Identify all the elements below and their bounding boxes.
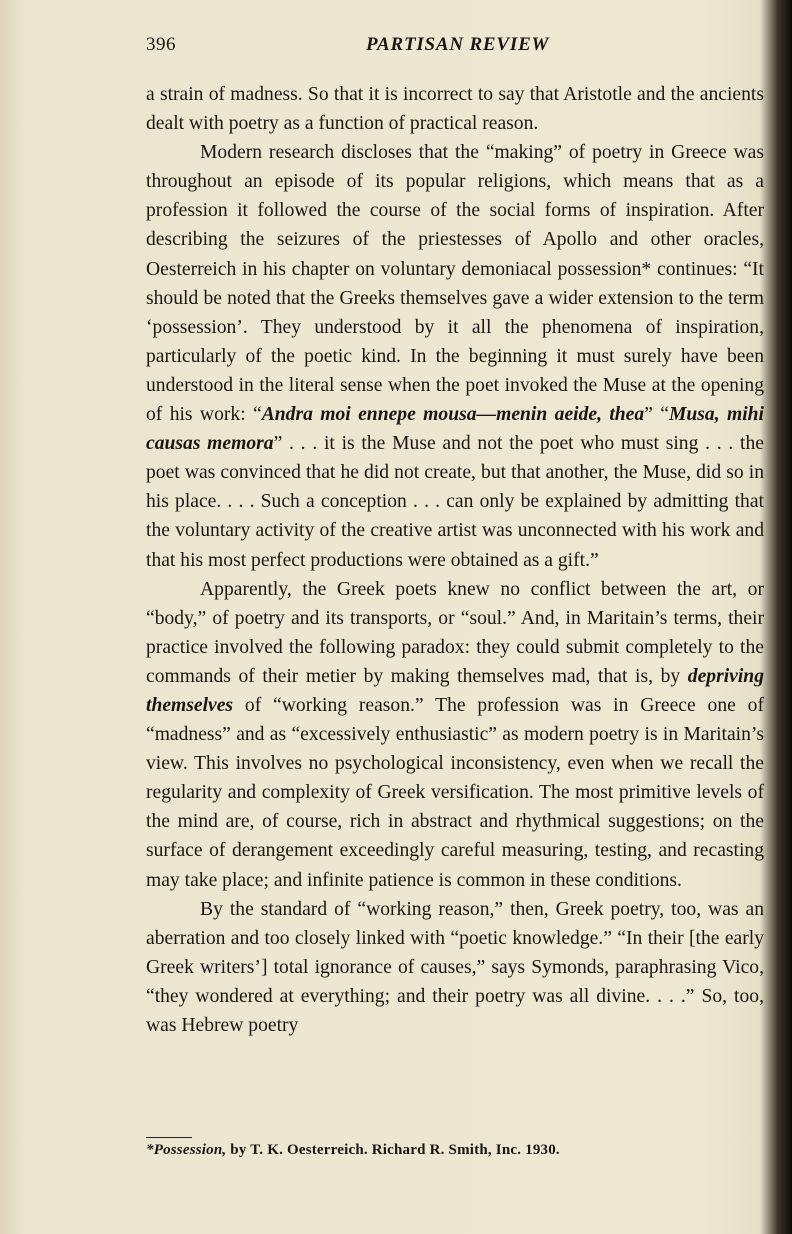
footnote-text: by T. K. Oesterreich. Richard R. Smith, Inc. 1930. bbox=[226, 1142, 560, 1158]
paragraph-2-text-a: Modern research discloses that the “making” of poetry in Greece was throughout an episode of its popular religions, which means that as a profession it followed the course of the social forms of inspiration. After describing the seizures of the priestesses of Apollo and other oracles, Oesterreich in his chapter on voluntary demoniacal possession* continues: “It should be noted that the Greeks themselves gave a wider extension to the term ‘possession’. They understood by it all the phenomena of inspiration, particularly of the poetic kind. In the beginning it must surely have been understood in the literal sense when the poet invoked the Muse at the opening of his work: “ bbox=[146, 142, 764, 426]
paragraph-3-text-b: of “working reason.” The profession was in Greece one of “madness” and as “excessively enthusiastic” as modern poetry is in Maritain’s view. This involves no psychological inconsistency, even when we recall the regularity and complexity of Greek versification. The most primitive levels of the mind are, of course, rich in abstract and rhythmical suggestions; on the surface of derangement exceedingly careful measuring, testing, and recasting may take place; and infinite patience is common in these conditions. bbox=[146, 694, 764, 891]
body-text bbox=[146, 80, 764, 1040]
paragraph-2-text-b: ” “ bbox=[644, 404, 669, 426]
footnote bbox=[146, 1142, 706, 1159]
book-spine-shadow bbox=[778, 0, 792, 1234]
paragraph-1 bbox=[146, 80, 764, 138]
footnote-title: *Possession, bbox=[146, 1142, 227, 1158]
paragraph-1-text: a strain of madness. So that it is incorrect to say that Aristotle and the ancients dealt with poetry as a function of practical reason. bbox=[146, 84, 764, 135]
paragraph-3 bbox=[146, 575, 764, 895]
page-header bbox=[146, 34, 766, 60]
page-number: 396 bbox=[146, 34, 176, 55]
latin-quotation: Musa, mihi causas memora bbox=[146, 404, 764, 455]
paragraph-4 bbox=[146, 895, 764, 1040]
paragraph-2-text-c: ” . . . it is the Muse and not the poet who must sing . . . the poet was convinced that he did not create, but that another, the Muse, did so in his place. . . . Such a conception . . . can only be explained by admitting that the voluntary activity of the creative artist was unconnected with his work and that his most perfect productions were obtained as a gift.” bbox=[146, 433, 764, 571]
greek-quotation: Andra moi ennepe mousa—menin aeide, thea bbox=[261, 404, 645, 426]
running-title: PARTISAN REVIEW bbox=[366, 34, 550, 55]
paragraph-2 bbox=[146, 138, 764, 574]
paragraph-3-text-a: Apparently, the Greek poets knew no conflict between the art, or “body,” of poetry and its transports, or “soul.” And, in Maritain’s terms, their practice involved the following paradox: they could submit completely to the commands of their metier by making themselves mad, that is, by bbox=[146, 578, 764, 687]
footnote-rule bbox=[146, 1137, 192, 1138]
emphasis-phrase: depriving themselves bbox=[146, 665, 764, 716]
paragraph-4-text: By the standard of “working reason,” then, Greek poetry, too, was an aberration and too closely linked with “poetic knowledge.” “In their [the early Greek writers’] total ignorance of causes,” says Symonds, paraphrasing Vico, “they wondered at everything; and their poetry was all divine. . . .” So, too, was Hebrew poetry bbox=[146, 898, 764, 1036]
